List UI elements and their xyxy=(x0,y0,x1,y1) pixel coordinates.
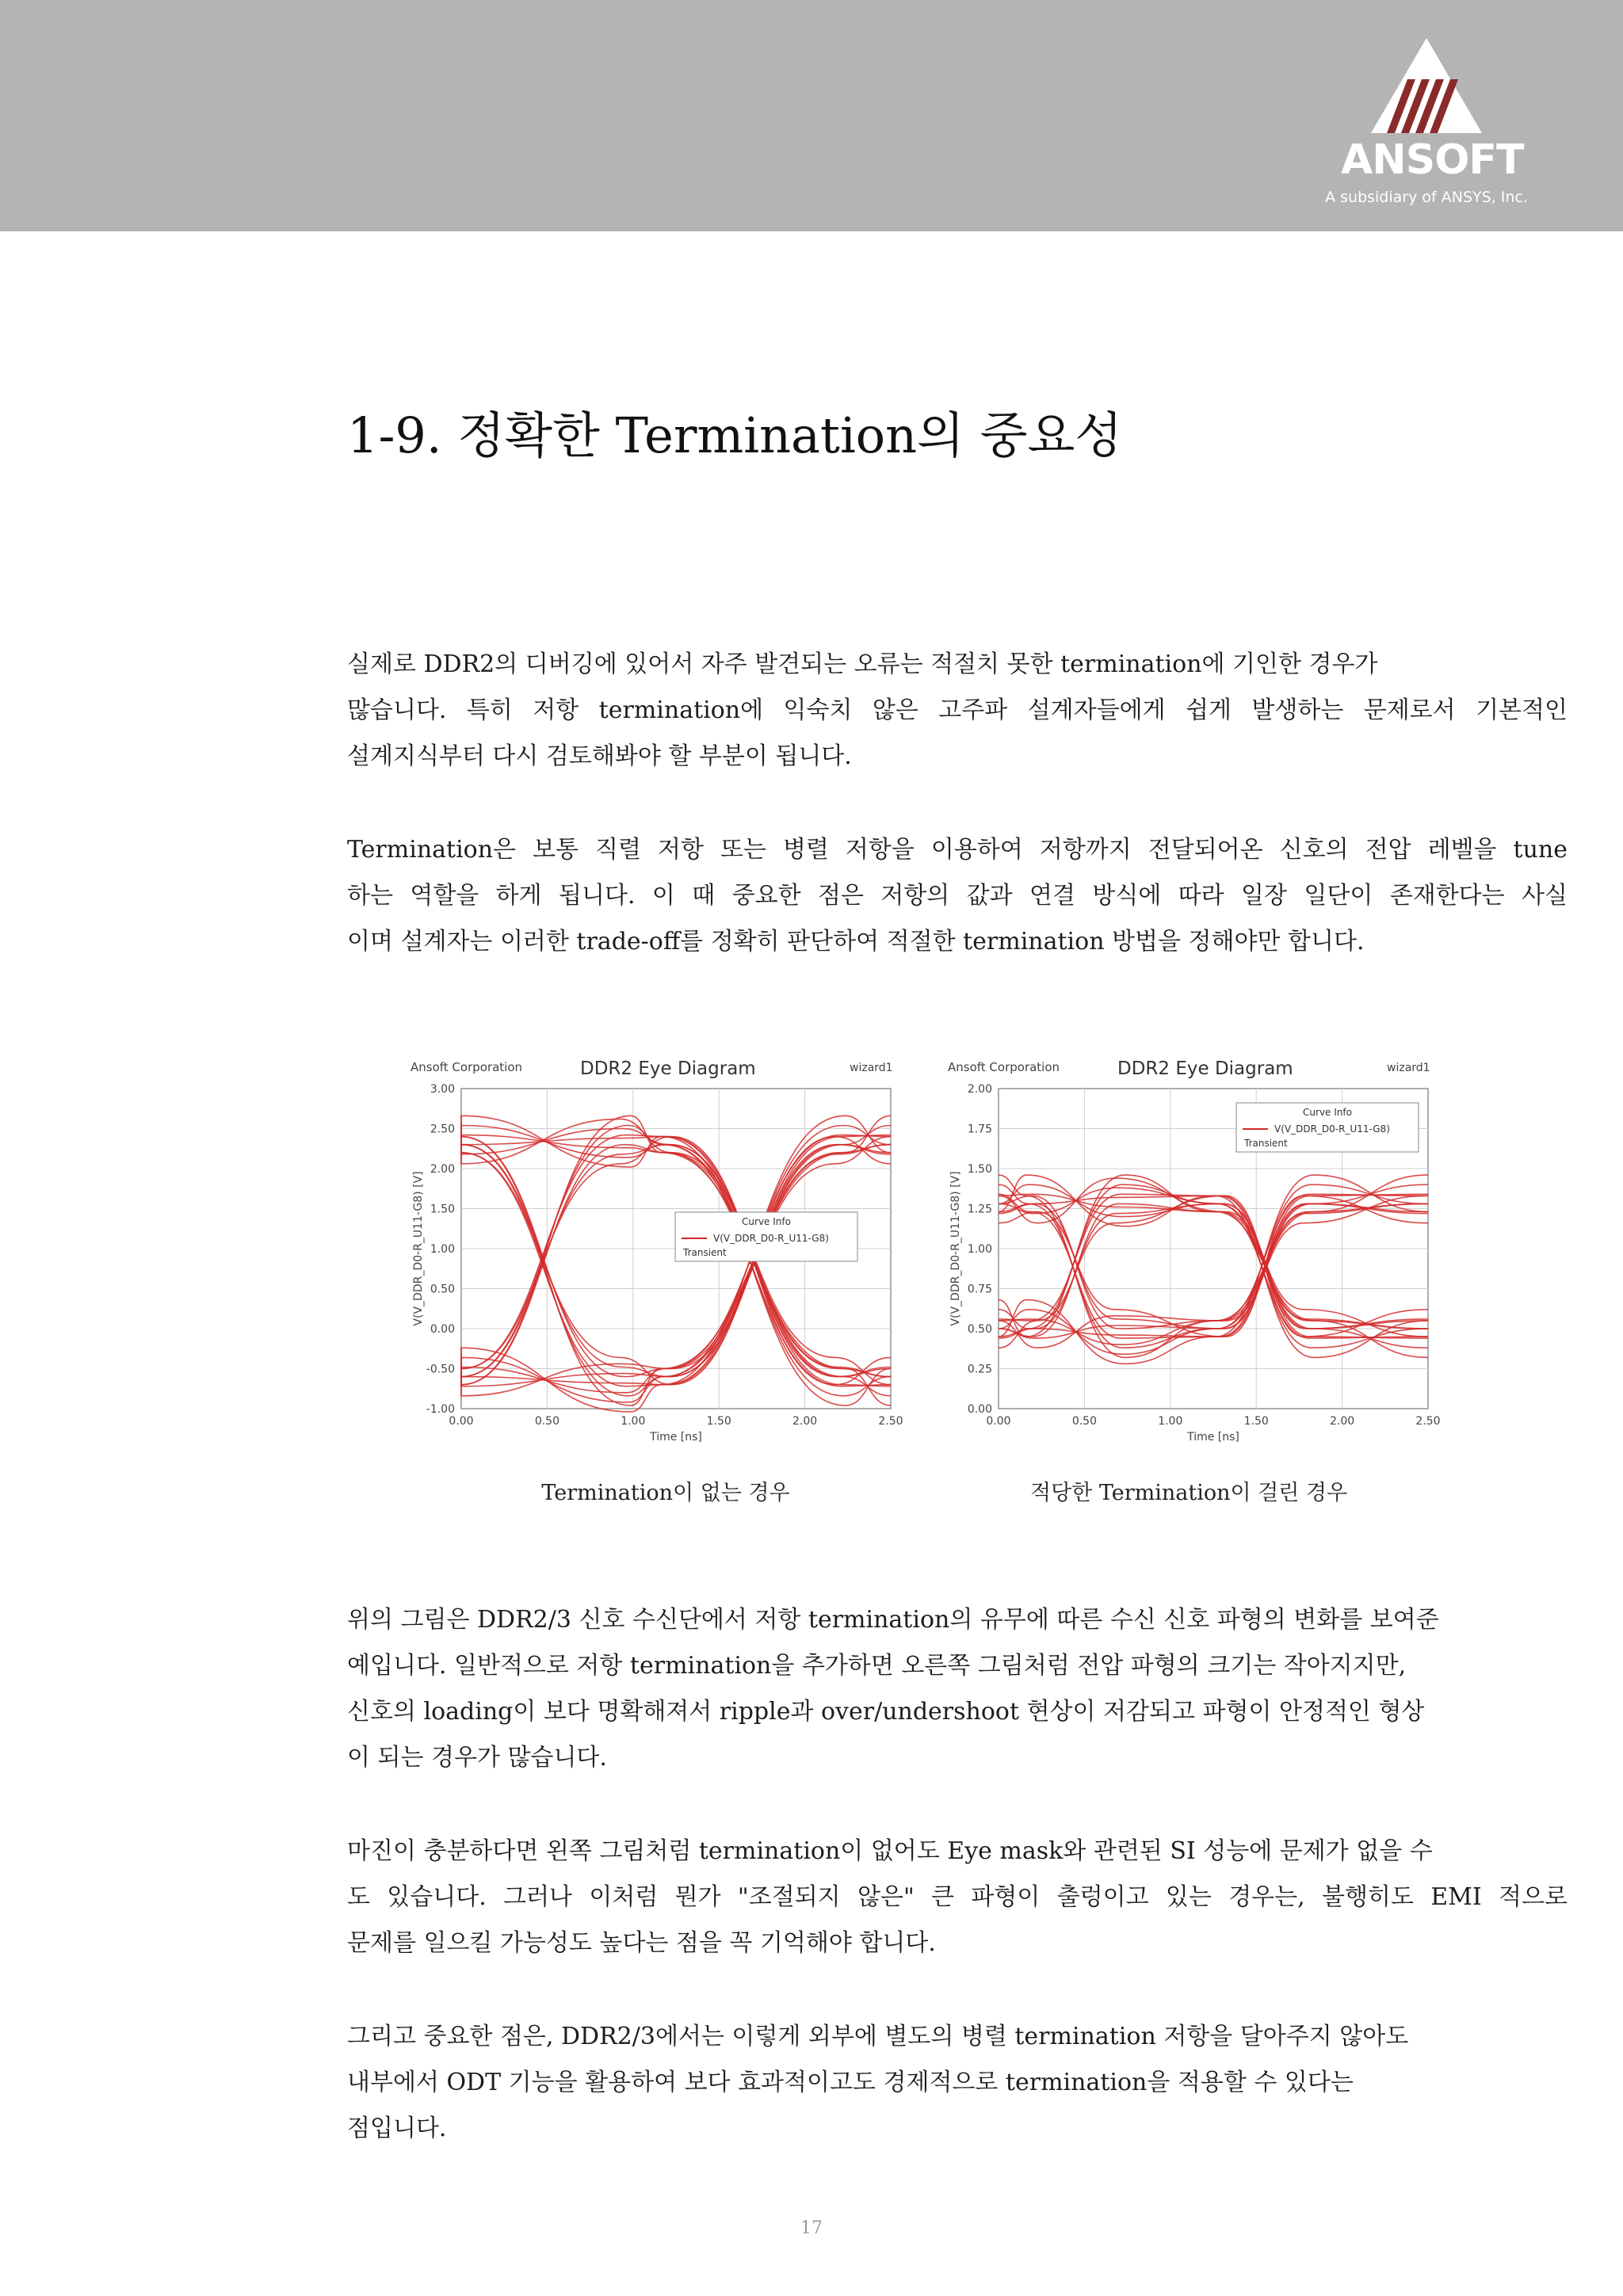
x-tick-label: 1.00 xyxy=(621,1415,646,1428)
logo-brand-text: ANSOFT xyxy=(1341,136,1524,184)
x-tick-label: 0.00 xyxy=(449,1415,474,1428)
x-tick-label: 2.50 xyxy=(878,1415,903,1428)
x-tick-label: 1.50 xyxy=(706,1415,731,1428)
legend-title: Curve Info xyxy=(1303,1107,1352,1118)
paragraph-line: 그리고 중요한 점은, DDR2/3에서는 이렇게 외부에 별도의 병렬 termination 저항을 달아주지 않아도 xyxy=(347,2023,1409,2050)
paragraph-line: 신호의 loading이 보다 명확해져서 ripple과 over/undershoot 현상이 저감되고 파형이 안정적인 형상 xyxy=(347,1698,1425,1726)
y-tick-label: 0.75 xyxy=(967,1283,992,1296)
paragraph-line: 마진이 충분하다면 왼쪽 그림처럼 termination이 없어도 Eye mask와 관련된 SI 성능에 문제가 없을 수 xyxy=(347,1837,1433,1865)
legend-title: Curve Info xyxy=(742,1216,791,1227)
y-axis-label: V(V_DDR_D0-R_U11-G8) [V] xyxy=(412,1171,425,1326)
y-tick-label: 1.00 xyxy=(430,1243,455,1256)
chart-title: DDR2 Eye Diagram xyxy=(580,1058,756,1079)
y-tick-label: 3.00 xyxy=(430,1083,455,1096)
chart-company: Ansoft Corporation xyxy=(411,1060,523,1074)
chart-company: Ansoft Corporation xyxy=(948,1060,1060,1074)
paragraph-3 xyxy=(347,1597,1568,1781)
chart-tag: wizard1 xyxy=(850,1062,893,1074)
paragraph-line: 점입니다. xyxy=(347,2115,447,2142)
paragraph-1 xyxy=(347,642,1568,780)
legend-sub: Transient xyxy=(1244,1138,1288,1149)
paragraph-line: 예입니다. 일반적으로 저항 termination을 추가하면 오른쪽 그림처럼 전압 파형의 크기는 작아지지만, xyxy=(347,1652,1407,1680)
x-tick-label: 0.00 xyxy=(986,1415,1011,1428)
y-tick-label: 1.25 xyxy=(967,1203,992,1216)
caption-right: 적당한 Termination이 걸린 경우 xyxy=(1030,1481,1348,1505)
y-tick-label: 1.50 xyxy=(967,1163,992,1176)
paragraph-line: 위의 그림은 DDR2/3 신호 수신단에서 저항 termination의 유무에 따른 수신 신호 파형의 변화를 보여준 xyxy=(347,1606,1439,1634)
legend-sub: Transient xyxy=(683,1247,727,1258)
x-tick-label: 2.00 xyxy=(792,1415,818,1428)
header-banner xyxy=(0,0,1623,231)
eye-diagram-left xyxy=(406,1054,913,1442)
paragraph-line: 실제로 DDR2의 디버깅에 있어서 자주 발견되는 오류는 적절치 못한 termination에 기인한 경우가 xyxy=(347,650,1378,678)
logo-subsidiary-text: A subsidiary of ANSYS, Inc. xyxy=(1325,189,1528,206)
paragraph-line: 도 있습니다. 그러나 이처럼 뭔가 "조절되지 않은" 큰 파형이 출렁이고 있는 경우는, 불행히도 EMI 적으로 xyxy=(347,1883,1568,1911)
x-tick-label: 1.00 xyxy=(1158,1415,1183,1428)
eye-diagram-right xyxy=(943,1054,1450,1442)
legend-entry: V(V_DDR_D0-R_U11-G8) xyxy=(1274,1123,1390,1135)
x-tick-label: 0.50 xyxy=(534,1415,559,1428)
y-tick-label: 1.50 xyxy=(430,1203,455,1216)
x-tick-label: 2.00 xyxy=(1330,1415,1355,1428)
y-tick-label: 1.75 xyxy=(967,1123,992,1136)
y-tick-label: 0.50 xyxy=(430,1283,455,1296)
x-axis-label: Time [ns] xyxy=(1187,1431,1239,1442)
y-axis-label: V(V_DDR_D0-R_U11-G8) [V] xyxy=(949,1171,962,1326)
y-tick-label: -1.00 xyxy=(426,1403,455,1416)
y-tick-label: -0.50 xyxy=(426,1363,455,1376)
x-tick-label: 1.50 xyxy=(1243,1415,1269,1428)
ansoft-logo[interactable] xyxy=(1316,32,1537,214)
logo-triangle-icon xyxy=(1316,32,1537,143)
y-tick-label: 2.00 xyxy=(967,1083,992,1096)
x-tick-label: 0.50 xyxy=(1071,1415,1097,1428)
x-tick-label: 2.50 xyxy=(1415,1415,1441,1428)
y-tick-label: 0.00 xyxy=(967,1403,992,1416)
paragraph-5 xyxy=(347,2014,1568,2152)
paragraph-line: Termination은 보통 직렬 저항 또는 병렬 저항을 이용하여 저항까지 전달되어온 신호의 전압 레벨을 tune xyxy=(347,836,1568,864)
paragraph-line: 내부에서 ODT 기능을 활용하여 보다 효과적이고도 경제적으로 termination을 적용할 수 있다는 xyxy=(347,2069,1354,2096)
legend-entry: V(V_DDR_D0-R_U11-G8) xyxy=(713,1233,829,1244)
y-tick-label: 1.00 xyxy=(967,1243,992,1256)
chart-title: DDR2 Eye Diagram xyxy=(1117,1058,1293,1079)
caption-left: Termination이 없는 경우 xyxy=(541,1481,790,1505)
y-tick-label: 0.25 xyxy=(967,1363,992,1376)
y-tick-label: 2.00 xyxy=(430,1163,455,1176)
chart-tag: wizard1 xyxy=(1387,1062,1430,1074)
paragraph-line: 많습니다. 특히 저항 termination에 익숙치 않은 고주파 설계자들에게 쉽게 발생하는 문제로서 기본적인 xyxy=(347,696,1568,724)
paragraph-4 xyxy=(347,1829,1568,1966)
page-title: 1-9. 정확한 Termination의 중요성 xyxy=(347,406,1123,464)
page-number: 17 xyxy=(800,2218,823,2238)
x-axis-label: Time [ns] xyxy=(650,1431,702,1442)
y-tick-label: 0.00 xyxy=(430,1323,455,1336)
y-tick-label: 2.50 xyxy=(430,1123,455,1136)
paragraph-line: 문제를 일으킬 가능성도 높다는 점을 꼭 기억해야 합니다. xyxy=(347,1929,936,1957)
y-tick-label: 0.50 xyxy=(967,1323,992,1336)
paragraph-line: 이며 설계자는 이러한 trade-off를 정확히 판단하여 적절한 termination 방법을 정해야만 합니다. xyxy=(347,928,1365,955)
paragraph-2 xyxy=(347,827,1568,965)
paragraph-line: 설계지식부터 다시 검토해봐야 할 부분이 됩니다. xyxy=(347,742,852,770)
paragraph-line: 하는 역할을 하게 됩니다. 이 때 중요한 점은 저항의 값과 연결 방식에 따라 일장 일단이 존재한다는 사실 xyxy=(347,882,1568,910)
paragraph-line: 이 되는 경우가 많습니다. xyxy=(347,1744,607,1772)
